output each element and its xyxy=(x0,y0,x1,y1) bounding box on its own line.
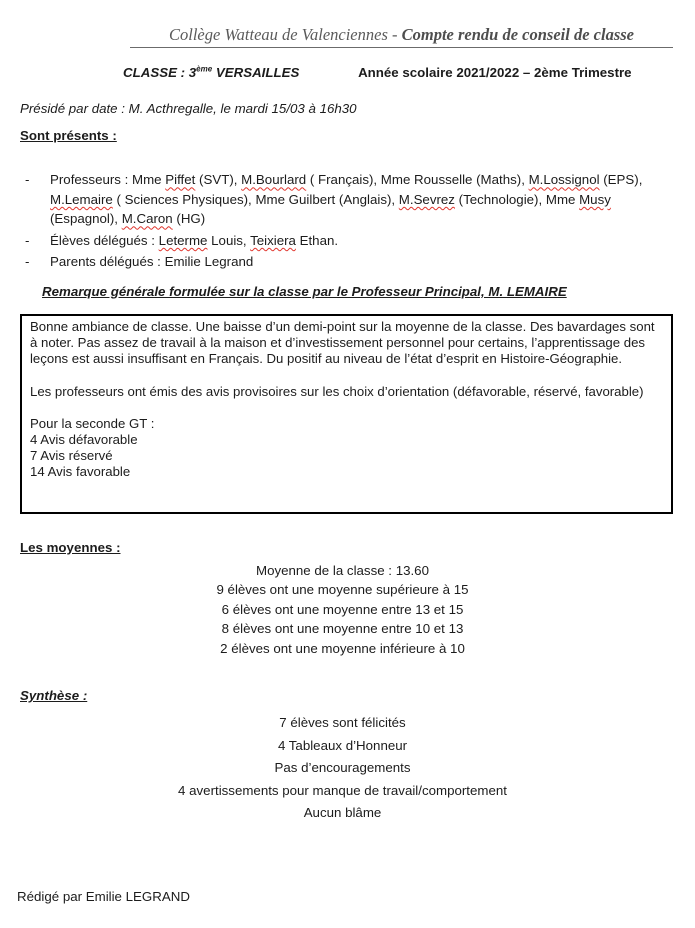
present-heading: Sont présents : xyxy=(20,128,117,144)
redacted-by-line: Rédigé par Emilie LEGRAND xyxy=(17,889,190,904)
text-segment: ( Sciences Physiques), Mme Guilbert (Anglais), xyxy=(112,191,399,207)
text-segment: Élèves délégués : xyxy=(50,232,159,248)
presided-line: Présidé par date : M. Acthregalle, le mardi 15/03 à 16h30 xyxy=(20,101,357,117)
misspelled-word: M.Lemaire xyxy=(50,191,113,207)
present-list xyxy=(0,170,695,272)
present-list-item xyxy=(0,252,679,272)
synthese-line: 7 élèves sont félicités xyxy=(279,714,406,730)
synthese-line: Aucun blâme xyxy=(303,805,382,821)
document-title-school: Collège Watteau de Valenciennes - xyxy=(169,25,402,44)
text-segment: Parents délégués : Emilie Legrand xyxy=(50,254,254,270)
misspelled-word: M.Lossignol xyxy=(528,172,600,188)
moyennes-lines xyxy=(20,561,665,658)
text-segment: Louis, xyxy=(207,232,251,248)
misspelled-word: Musy xyxy=(579,191,611,207)
dash-bullet: - xyxy=(25,254,30,270)
moyennes-line: Moyenne de la classe : 13.60 xyxy=(256,562,429,578)
school-year-label: Année scolaire 2021/2022 – 2ème Trimestre xyxy=(358,65,632,81)
misspelled-word: Teixiera xyxy=(250,232,296,248)
dash-bullet: - xyxy=(25,172,30,188)
text-segment: ( Français), Mme Rousselle (Maths), xyxy=(306,172,529,188)
present-list-item xyxy=(0,231,679,251)
document-title-report: Compte rendu de conseil de classe xyxy=(401,25,634,44)
text-segment: (EPS), xyxy=(599,172,643,188)
dash-bullet: - xyxy=(25,232,30,248)
text-segment: (Technologie), Mme xyxy=(454,191,580,207)
misspelled-word: M.Sevrez xyxy=(398,191,455,207)
text-segment: Ethan. xyxy=(295,232,339,248)
misspelled-word: Leterme xyxy=(158,232,208,248)
misspelled-word: Piffet xyxy=(165,172,196,188)
remark-paragraph: Bonne ambiance de classe. Une baisse d’un demi-point sur la moyenne de la classe. Des bavardages sont à noter. Pas assez de travail à la maison et d’investissement personnel pour certains, l’apprentissage des leçons est aussi insuffisant en Français. Du positif au niveau de l’état d’esprit en Histoire-Géographie. xyxy=(30,318,655,367)
text-segment: VERSAILLES xyxy=(212,65,300,81)
text-segment: Professeurs : Mme xyxy=(50,172,166,188)
present-item-text xyxy=(50,172,642,226)
present-item-text xyxy=(50,233,338,248)
class-label xyxy=(123,65,299,80)
synthese-line: 4 Tableaux d’Honneur xyxy=(277,737,408,753)
class-year-row xyxy=(123,62,695,81)
orientation-gt-title: Pour la seconde GT : xyxy=(30,415,155,431)
moyennes-line: 2 élèves ont une moyenne inférieure à 10 xyxy=(220,640,465,656)
orientation-line: 7 Avis réservé xyxy=(30,448,113,464)
synthese-line: Pas d’encouragements xyxy=(274,760,411,776)
moyennes-heading: Les moyennes : xyxy=(20,539,121,555)
remark-box xyxy=(20,314,673,514)
synthese-line: 4 avertissements pour manque de travail/comportement xyxy=(178,782,507,798)
synthese-heading: Synthèse : xyxy=(20,687,88,703)
moyennes-line: 6 élèves ont une moyenne entre 13 et 15 xyxy=(221,601,464,617)
text-segment: ème xyxy=(196,65,213,74)
orientation-line: 4 Avis défavorable xyxy=(30,431,138,447)
text-segment: (SVT), xyxy=(195,172,242,188)
synthese-lines xyxy=(20,712,665,825)
text-segment: (Espagnol), xyxy=(50,211,122,227)
text-segment: (HG) xyxy=(172,211,206,227)
moyennes-line: 9 élèves ont une moyenne supérieure à 15 xyxy=(216,582,469,598)
remark-heading: Remarque générale formulée sur la classe par le Professeur Principal, M. LEMAIRE xyxy=(42,283,567,299)
document-title xyxy=(130,25,673,48)
orientation-line: 14 Avis favorable xyxy=(30,464,131,480)
remark-paragraph: Les professeurs ont émis des avis provisoires sur les choix d’orientation (défavorable, réservé, favorable) xyxy=(30,383,644,399)
moyennes-line: 8 élèves ont une moyenne entre 10 et 13 xyxy=(221,621,464,637)
misspelled-word: M.Caron xyxy=(121,211,173,227)
misspelled-word: M.Bourlard xyxy=(241,172,307,188)
present-list-item xyxy=(0,170,679,229)
text-segment: CLASSE : 3 xyxy=(123,65,197,81)
present-item-text xyxy=(50,254,253,269)
